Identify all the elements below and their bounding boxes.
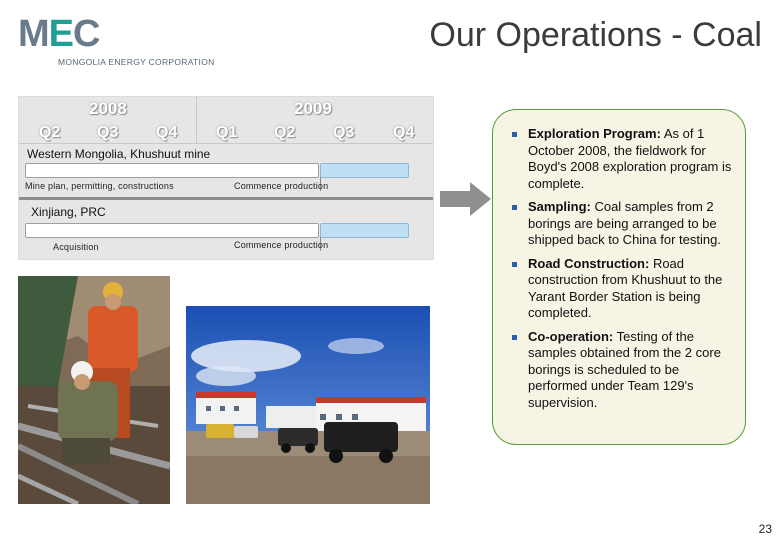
timeline-bar-phase-1 <box>25 223 319 238</box>
quarter-label: Q3 <box>97 124 119 141</box>
timeline-phase-label: Acquisition <box>53 242 99 252</box>
company-logo <box>18 14 228 70</box>
year-divider <box>196 97 197 143</box>
row-divider <box>19 197 433 200</box>
year-label-2008: 2008 <box>89 99 127 118</box>
timeline-phase-label: Commence production <box>234 240 329 250</box>
quarter-label: Q2 <box>274 124 296 141</box>
bullet-co-operation: Co-operation: Testing of the samples obtained from the 2 core borings is scheduled to be performed under Team 129's supervision. <box>509 329 733 412</box>
operations-summary-box <box>492 109 746 445</box>
quarter-label: Q2 <box>39 124 61 141</box>
operations-bullet-list <box>509 126 733 418</box>
header-divider <box>19 143 433 144</box>
workers-photo <box>18 276 170 504</box>
bullet-square-icon <box>512 262 517 267</box>
timeline-bar-phase-1 <box>25 163 319 178</box>
bullet-square-icon <box>512 205 517 210</box>
timeline-phase-label: Mine plan, permitting, constructions <box>25 181 174 191</box>
right-arrow-icon <box>440 182 492 216</box>
logo-corporation-name: MONGOLIA ENERGY CORPORATION <box>58 57 215 67</box>
timeline-phase-label: Commence production <box>234 181 329 191</box>
timeline-row-title: Xinjiang, PRC <box>31 205 106 219</box>
slide-title: Our Operations - Coal <box>429 16 762 54</box>
site-camp-photo <box>186 306 430 504</box>
bullet-square-icon <box>512 335 517 340</box>
quarter-label: Q1 <box>216 124 238 141</box>
timeline-row-title: Western Mongolia, Khushuut mine <box>27 147 211 161</box>
year-label-2009: 2009 <box>294 99 332 118</box>
quarter-label: Q4 <box>156 124 178 141</box>
page-number: 23 <box>758 522 772 536</box>
bullet-exploration-program: Exploration Program: As of 1 October 2008, the fieldwork for Boyd's 2008 exploration program is complete. <box>509 126 733 192</box>
timeline-bar-phase-2 <box>320 163 409 178</box>
quarter-label: Q3 <box>333 124 355 141</box>
project-timeline <box>18 96 434 260</box>
bullet-sampling: Sampling: Coal samples from 2 borings are being arranged to be shipped back to China for testing. <box>509 199 733 249</box>
quarter-label: Q4 <box>393 124 415 141</box>
bullet-road-construction: Road Construction: Road construction from Khushuut to the Yarant Border Station is being completed. <box>509 256 733 322</box>
bullet-square-icon <box>512 132 517 137</box>
timeline-bar-phase-2 <box>320 223 409 238</box>
logo-wordmark: MEC <box>18 13 100 55</box>
